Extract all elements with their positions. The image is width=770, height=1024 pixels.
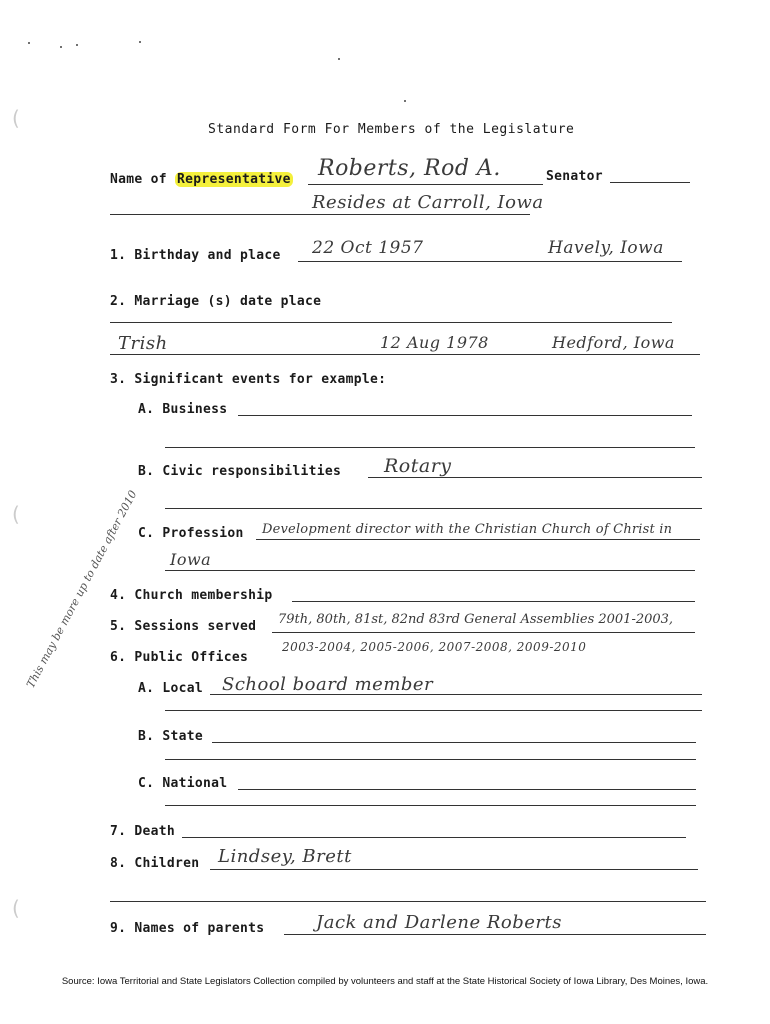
scan-mark: ( (12, 106, 20, 130)
local-office-line-2 (165, 710, 702, 711)
source-caption: Source: Iowa Territorial and State Legislators Collection compiled by volunteers and staff at the State Historical Society of Iowa Library, Des Moines, Iowa. (61, 976, 709, 987)
national-office-line-2 (165, 805, 696, 806)
birthday-label: 1. Birthday and place (110, 248, 281, 263)
state-office-line-1 (212, 742, 696, 743)
handwritten-sessions-line-1: 79th, 80th, 81st, 82nd 83rd General Assemblies 2001-2003, (278, 612, 674, 627)
parents-line (284, 934, 706, 935)
public-offices-label: 6. Public Offices (110, 650, 249, 665)
handwritten-birth-date: 22 Oct 1957 (312, 238, 424, 258)
senator-label: Senator (546, 169, 603, 184)
church-line (292, 601, 695, 602)
margin-note: This may be more up to date after 2010 (24, 488, 140, 691)
children-label: 8. Children (110, 856, 200, 871)
children-line-2 (110, 901, 706, 902)
handwritten-civic: Rotary (384, 455, 452, 477)
scan-mark: ( (12, 896, 20, 920)
significant-events-label: 3. Significant events for example: (110, 372, 387, 387)
handwritten-spouse: Trish (118, 333, 168, 354)
scan-speck (404, 100, 406, 102)
children-line-1 (210, 869, 698, 870)
church-label: 4. Church membership (110, 588, 273, 603)
death-label: 7. Death (110, 824, 176, 839)
business-label: A. Business (138, 402, 228, 417)
handwritten-birth-place: Havely, Iowa (548, 238, 664, 258)
handwritten-marriage-place: Hedford, Iowa (552, 333, 675, 352)
birthday-line (298, 261, 682, 262)
scan-speck (338, 58, 340, 60)
handwritten-profession-line-2: Iowa (170, 550, 212, 569)
handwritten-children: Lindsey, Brett (218, 846, 352, 867)
handwritten-parents: Jack and Darlene Roberts (316, 912, 563, 933)
scan-speck (139, 41, 141, 43)
handwritten-sessions-line-2: 2003-2004, 2005-2006, 2007-2008, 2009-2010 (282, 640, 587, 654)
handwritten-name: Roberts, Rod A. (318, 156, 501, 181)
national-office-label: C. National (138, 776, 228, 791)
state-office-line-2 (165, 759, 696, 760)
civic-line-2 (165, 508, 702, 509)
profession-label: C. Profession (138, 526, 244, 541)
scan-speck (60, 46, 62, 48)
senator-line (610, 182, 690, 183)
sessions-line (272, 632, 695, 633)
handwritten-residence: Resides at Carroll, Iowa (312, 192, 544, 213)
local-office-label: A. Local (138, 681, 204, 696)
handwritten-local-office: School board member (222, 674, 434, 695)
parents-label: 9. Names of parents (110, 921, 265, 936)
marriage-label: 2. Marriage (s) date place (110, 294, 322, 309)
name-line (308, 184, 543, 185)
business-line-1 (238, 415, 692, 416)
representative-label-highlighted: Representative (177, 172, 291, 187)
profession-line-1 (256, 539, 700, 540)
marriage-line-1 (110, 322, 672, 323)
profession-line-2 (165, 570, 695, 571)
national-office-line-1 (238, 789, 696, 790)
state-office-label: B. State (138, 729, 204, 744)
scan-mark: ( (12, 502, 20, 526)
name-row-label (110, 172, 293, 187)
marriage-line-2 (110, 354, 700, 355)
handwritten-profession-line-1: Development director with the Christian Church of Christ in (262, 522, 673, 537)
scan-speck (28, 42, 30, 44)
name-of-label: Name of (110, 172, 167, 187)
civic-label: B. Civic responsibilities (138, 464, 342, 479)
form-title: Standard Form For Members of the Legislature (208, 122, 575, 137)
handwritten-marriage-date: 12 Aug 1978 (380, 333, 489, 352)
death-line (182, 837, 686, 838)
civic-line-1 (368, 477, 702, 478)
sessions-label: 5. Sessions served (110, 619, 257, 634)
business-line-2 (165, 447, 695, 448)
scan-speck (76, 44, 78, 46)
residence-line (110, 214, 530, 215)
